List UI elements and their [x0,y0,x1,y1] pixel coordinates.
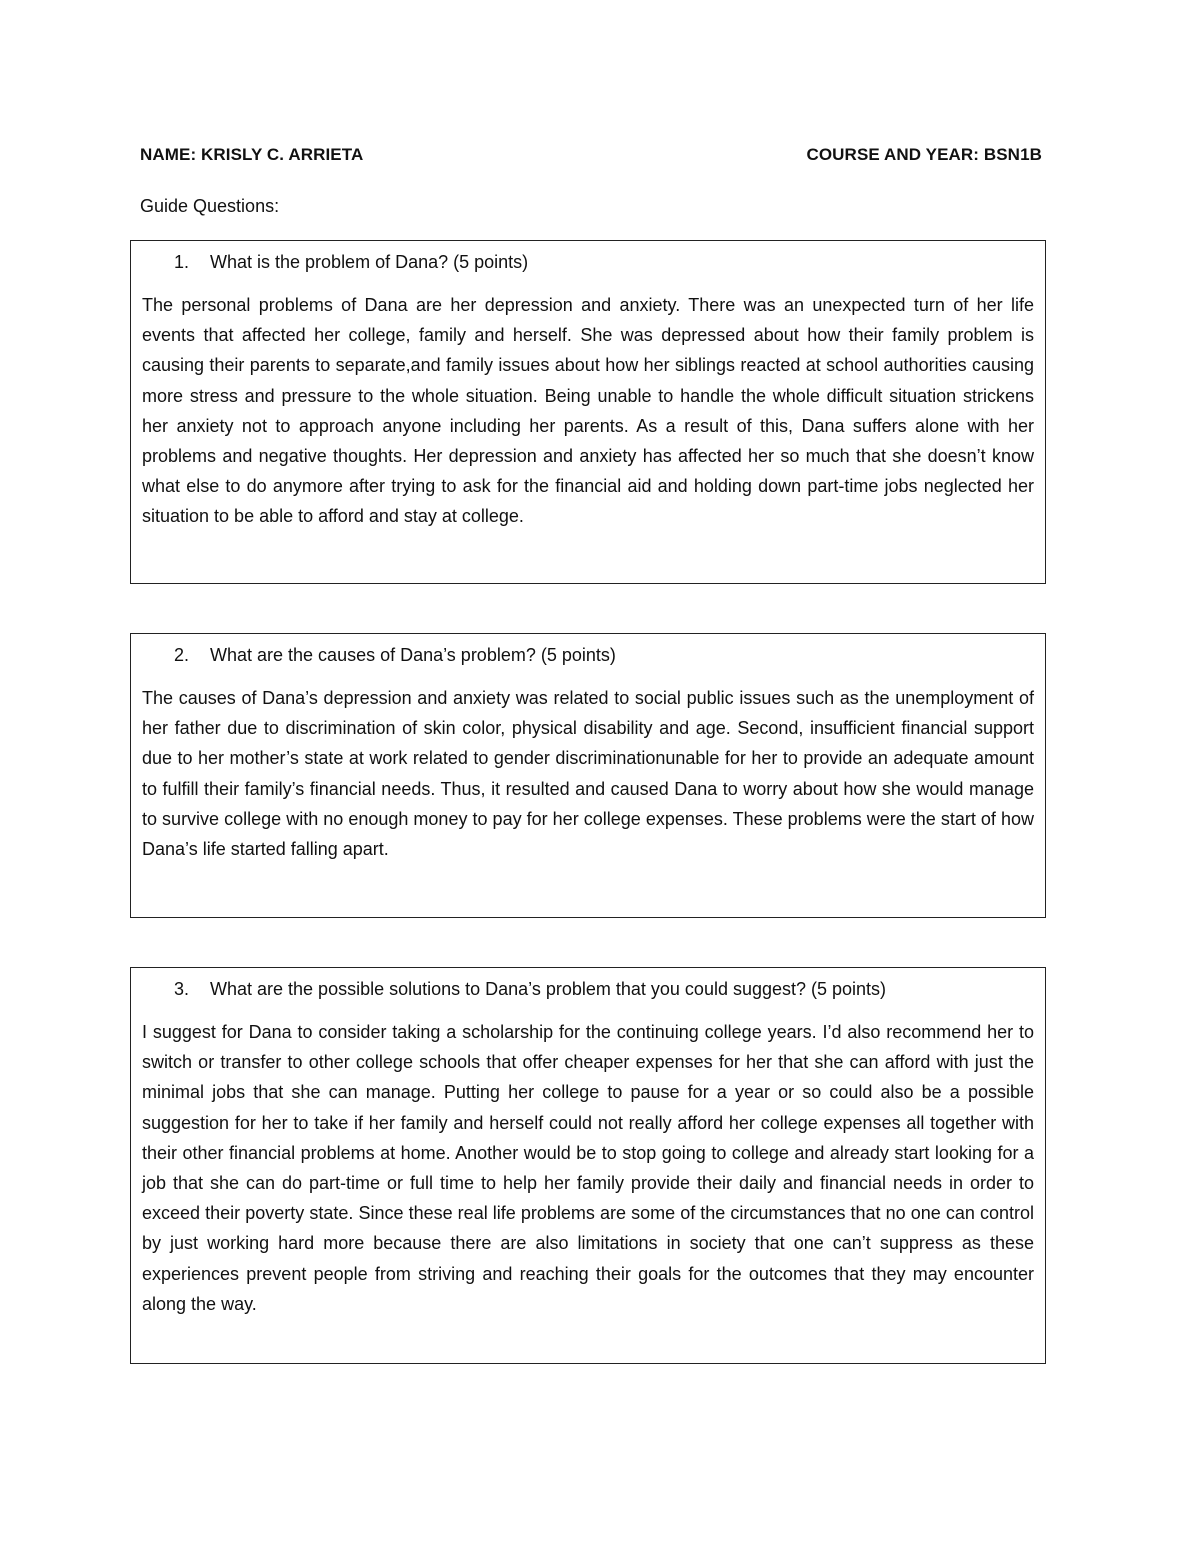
question-line [142,640,1034,670]
answer-text: The causes of Dana’s depression and anxiety was related to social public issues such as the unemployment of her father due to discrimination of skin color, physical disability and age. Second, insufficient financial support due to her mother’s state at work related to gender discriminationunable for her to provide an adequate amount to fulfill their family’s financial needs. Thus, it resulted and caused Dana to worry about how she would manage to survive college with no enough money to pay for her college expenses. These problems were the start of how Dana’s life started falling apart. [142,688,1034,860]
question-number: 1. [174,252,190,272]
question-box-1 [130,240,1046,584]
student-name: NAME: KRISLY C. ARRIETA [140,145,364,164]
question-text: What are the possible solutions to Dana’s problem that you could suggest? (5 points) [210,979,887,999]
question-text: What is the problem of Dana? (5 points) [210,252,529,272]
question-box-3 [130,967,1046,1364]
question-text: What are the causes of Dana’s problem? (5 points) [210,645,616,665]
header [140,145,1042,171]
answer-text: I suggest for Dana to consider taking a scholarship for the continuing college years. I’d also recommend her to switch or transfer to other college schools that offer cheaper expenses for her that she can afford with just the minimal jobs that she can manage. Putting her college to pause for a year or so could also be a possible suggestion for her to take if her family and herself could not really afford her college expenses all together with their other financial problems at home. Another would be to stop going to college and already start looking for a job that she can do part-time or full time to help her family provide their daily and financial needs in order to exceed their poverty state. Since these real life problems are some of the circumstances that no one can control by just working hard more because there are also limitations in society that one can’t suppress as these experiences prevent people from striving and reaching their goals for the outcomes that they may encounter along the way. [142,1022,1034,1314]
question-number: 2. [174,645,190,665]
question-line [142,974,1034,1004]
answer-text: The personal problems of Dana are her depression and anxiety. There was an unexpected turn of her life events that affected her college, family and herself. She was depressed about how their family problem is causing their parents to separate,and family issues about how her siblings reacted at school authorities causing more stress and pressure to the whole situation. Being unable to handle the whole difficult situation strickens her anxiety not to approach anyone including her parents. As a result of this, Dana suffers alone with her problems and negative thoughts. Her depression and anxiety has affected her so much that she doesn’t know what else to do anymore after trying to ask for the financial aid and holding down part-time jobs neglected her situation to be able to afford and stay at college. [142,295,1034,527]
course-and-year: COURSE AND YEAR: BSN1B [806,145,1042,164]
question-number: 3. [174,979,190,999]
question-box-2 [130,633,1046,918]
guide-questions-title: Guide Questions: [140,196,280,216]
question-line [142,247,1034,277]
